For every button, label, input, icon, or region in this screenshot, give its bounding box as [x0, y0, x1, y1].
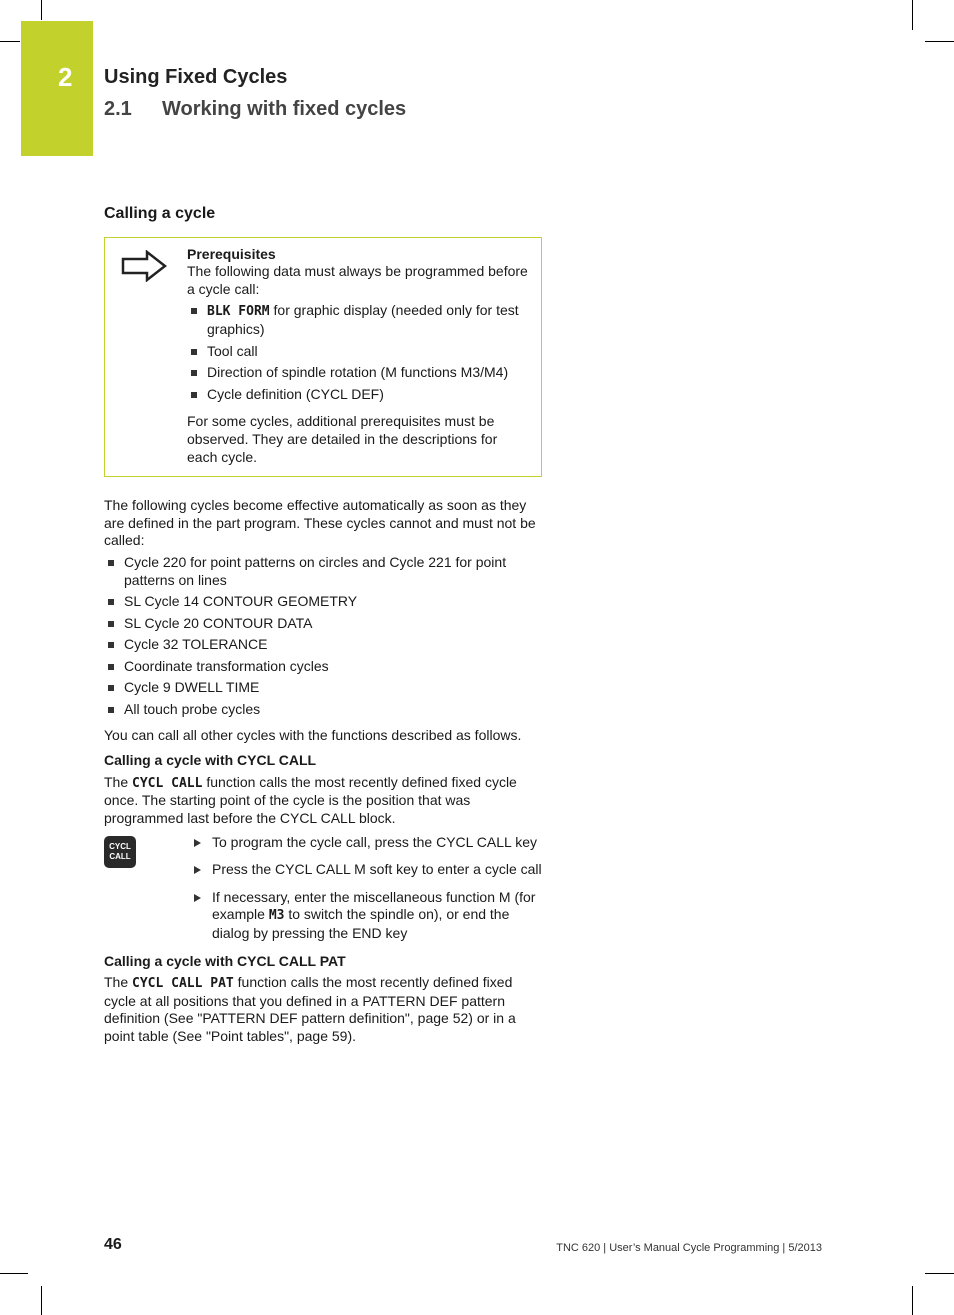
- step-item: [192, 889, 544, 943]
- other-cycles-text: You can call all other cycles with the functions described as follows.: [104, 726, 522, 743]
- page-heading: Calling a cycle: [104, 205, 216, 222]
- list-item: Tool call: [187, 343, 531, 361]
- text-span: The: [104, 974, 133, 991]
- note-intro: The following data must always be programmed before a cycle call:: [187, 263, 528, 297]
- crop-mark: [912, 1286, 913, 1315]
- list-item: Cycle 32 TOLERANCE: [104, 636, 544, 654]
- list-item: Cycle 220 for point patterns on circles and Cycle 221 for point patterns on lines: [104, 554, 544, 589]
- note-title: Prerequisites: [187, 245, 276, 262]
- cycl-call-heading: Calling a cycle with CYCL CALL: [104, 752, 317, 769]
- cycl-call-pat-text: [104, 974, 544, 1045]
- list-item: [187, 302, 531, 338]
- text-span: If necessary, enter the miscellaneous function M (for example: [212, 888, 536, 923]
- list-item: Cycle 9 DWELL TIME: [104, 679, 544, 697]
- text-span: function calls the most recently defined fixed cycle at all positions that you defined in a PATTERN DEF pattern definition (See "PATTERN DEF pattern definition", page 52) or in a point table (See "Point tables", page 59).: [104, 974, 516, 1044]
- step-item: To program the cycle call, press the CYCL CALL key: [192, 834, 544, 852]
- cycl-call-steps: [104, 834, 544, 943]
- auto-cycles-list: [104, 554, 544, 719]
- crop-mark: [0, 1273, 28, 1274]
- crop-mark: [925, 41, 954, 42]
- auto-intro: The following cycles become effective automatically as soon as they are defined in the part program. These cycles cannot and must not be called:: [104, 497, 536, 549]
- main-content: [104, 205, 544, 1046]
- crop-mark: [912, 0, 913, 30]
- list-item: Cycle definition (CYCL DEF): [187, 386, 531, 404]
- key-label: CALL: [109, 851, 131, 861]
- cycl-call-key-icon: [104, 836, 136, 868]
- prerequisites-list: [187, 302, 531, 403]
- list-item: SL Cycle 20 CONTOUR DATA: [104, 615, 544, 633]
- crop-mark: [41, 1286, 42, 1315]
- text-span: function calls the most recently defined fixed cycle once. The starting point of the cycle is the position that was programmed last before the CYCL CALL block.: [104, 773, 517, 827]
- text-span: to switch the spindle on), or end the dialog by pressing the END key: [212, 906, 510, 941]
- list-item: All touch probe cycles: [104, 701, 544, 719]
- list-item: Coordinate transformation cycles: [104, 658, 544, 676]
- prerequisites-note: [104, 237, 542, 478]
- crop-mark: [41, 0, 42, 20]
- code-keyword: BLK FORM: [207, 304, 270, 320]
- steps-list: [104, 834, 544, 943]
- page-number: 46: [104, 1236, 122, 1253]
- note-final: For some cycles, additional prerequisites must be observed. They are detailed in the descriptions for each cycle.: [187, 413, 498, 465]
- list-item: SL Cycle 14 CONTOUR GEOMETRY: [104, 593, 544, 611]
- list-item-text: for graphic display (needed only for test graphics): [207, 302, 519, 337]
- cycl-call-text: [104, 774, 544, 828]
- code-keyword: M3: [268, 908, 285, 924]
- list-item: Direction of spindle rotation (M functions M3/M4): [187, 364, 531, 382]
- footer-text: TNC 620 | User’s Manual Cycle Programming | 5/2013: [556, 1242, 822, 1254]
- text-span: The: [104, 773, 133, 790]
- code-keyword: CYCL CALL PAT: [132, 976, 234, 992]
- chapter-title: Using Fixed Cycles: [104, 66, 288, 88]
- section-number: 2.1: [104, 98, 132, 120]
- crop-mark: [0, 41, 20, 42]
- crop-mark: [925, 1273, 954, 1274]
- chapter-tab: [21, 21, 93, 156]
- chapter-number: 2: [58, 62, 73, 92]
- section-title: Working with fixed cycles: [162, 98, 407, 120]
- cycl-call-pat-heading: Calling a cycle with CYCL CALL PAT: [104, 952, 346, 969]
- key-label: CYCL: [109, 841, 131, 851]
- step-item: Press the CYCL CALL M soft key to enter a cycle call: [192, 861, 544, 879]
- arrow-right-icon: [121, 250, 167, 282]
- code-keyword: CYCL CALL: [132, 775, 203, 791]
